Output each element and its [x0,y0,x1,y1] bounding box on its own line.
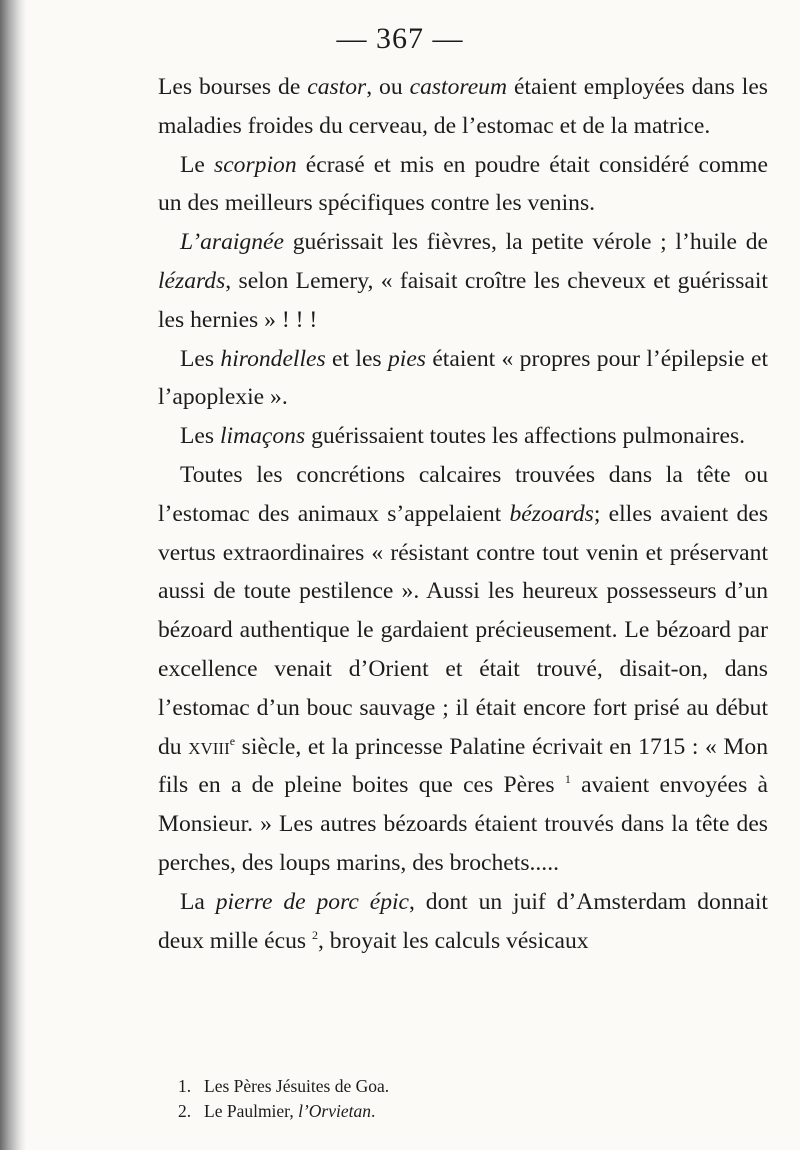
text-run: et les [325,345,388,372]
body-text [158,68,768,960]
footnote-text [204,1076,389,1096]
text-run: , ou [366,74,410,100]
italic-text: lézards [158,267,226,294]
italic-text: castor [307,74,367,100]
italic-text: limaçons [219,423,306,450]
text-run: étaient « propres pour l’épilepsie et l’apoplexie ». [158,345,768,411]
paragraph [158,68,768,146]
text-run: guérissaient toutes les affections pulmonaires. [305,423,746,450]
italic-text: hirondelles [220,345,326,372]
italic-text: L’araignée [180,229,284,256]
italic-text: l’Orvietan [298,1101,371,1121]
text-run: Le [180,151,215,178]
footnote [178,1099,738,1124]
text-run: siècle, et la princesse Palatine écrivait en 1715 : « Mon fils en a de pleine boites que ces Pères [158,733,768,799]
footnote [178,1074,738,1099]
text-run: Les bourses de [158,74,308,100]
text-run: , selon Lemery, « faisait croître les cheveux et guérissait les hernies » ! ! ! [158,267,768,333]
text-run: Le Paulmier, [204,1101,299,1121]
text-run: Les Pères Jésuites de Goa. [204,1076,390,1096]
paragraph [158,146,768,224]
text-run: guérissait les fièvres, la petite vérole ; l’huile de [283,229,768,256]
footnote-text [204,1101,375,1121]
text-run: . [370,1101,376,1121]
superscript: e [229,733,236,748]
footnote-number: 2. [178,1101,192,1121]
paragraph [158,417,768,456]
text-run: , dont un juif d’Amsterdam donnait deux mille écus [158,888,768,954]
italic-text: bézoards [509,500,594,527]
superscript: 2 [311,927,318,942]
text-run: , broyait les calculs vésicaux [317,927,589,954]
small-caps-text: xviii [188,733,230,760]
text-run: étaient employées dans les maladies froides du cerveau, de l’estomac et de la matrice. [158,74,768,139]
text-run: avaient envoyées à Monsieur. » Les autres bézoards étaient trouvés dans la tête des perches, des loups marins, des brochets..... [158,772,768,876]
text-run: ; elles avaient des vertus extraordinaires « résistant contre tout venin et préservant aussi de toute pestilence ». Aussi les heureux possesseurs d’un bézoard authentique le gardaient précieusement. Le bézoard par excellence venait d’Orient et était trouvé, disait-on, dans l’estomac d’un bouc sauvage ; il était encore fort prisé au début du [158,500,769,760]
superscript: 1 [564,772,571,787]
text-run: écrasé et mis en poudre était considéré comme un des meilleurs spécifiques contre les venins. [158,151,768,217]
italic-text: pies [387,345,426,372]
text-run: Les [180,345,221,372]
italic-text: castoreum [409,74,508,100]
italic-text: scorpion [214,151,297,178]
paragraph [158,883,768,961]
paragraph [158,456,768,883]
footnotes [178,1074,738,1124]
text-run: La [180,888,216,915]
text-run: Toutes les concrétions calcaires trouvées dans la tête ou l’estomac des animaux s’appelaient [158,461,768,527]
page-number: — 367 — [336,22,464,55]
paragraph [158,340,768,418]
italic-text: pierre de porc épic [215,888,410,915]
page-gutter-shadow [0,0,26,1150]
paragraph [158,223,768,339]
footnote-number: 1. [178,1076,192,1096]
text-run: Les [180,423,220,450]
